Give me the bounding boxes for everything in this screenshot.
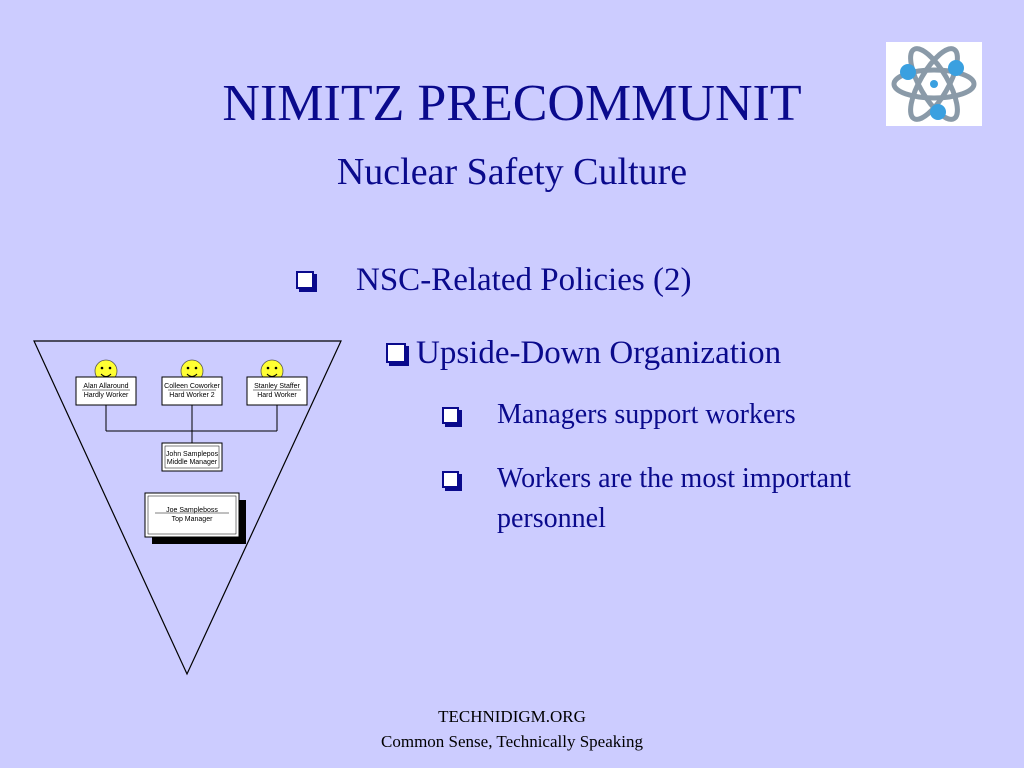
bullet-text: NSC-Related Policies (2) xyxy=(356,262,692,298)
worker-box xyxy=(76,377,136,405)
page-subtitle: Nuclear Safety Culture xyxy=(336,151,688,193)
footer-tagline: Common Sense, Technically Speaking xyxy=(381,732,643,751)
middle-manager-box xyxy=(162,443,222,471)
worker-name: Stanley Staffer xyxy=(254,383,300,390)
bullet-text: Upside-Down Organization xyxy=(416,335,782,371)
bullet-text: Managers support workers xyxy=(497,399,796,430)
worker-role: Hard Worker xyxy=(257,392,297,399)
worker-role: Hard Worker 2 xyxy=(169,392,215,399)
worker-role: Hardly Worker xyxy=(83,392,129,399)
footer-site: TECHNIDIGM.ORG xyxy=(438,707,586,726)
worker-box xyxy=(162,377,222,405)
worker-name: Colleen Coworker xyxy=(164,383,220,390)
manager-name: Joe Sampleboss xyxy=(166,507,218,514)
manager-role: Middle Manager xyxy=(166,459,218,466)
manager-role: Top Manager xyxy=(171,516,213,523)
worker-box xyxy=(247,377,307,405)
top-manager-box xyxy=(145,493,246,544)
bullet-text: Workers are the most important personnel xyxy=(497,463,851,534)
worker-name: Alan Allaround xyxy=(83,383,129,390)
page-title: NIMITZ PRECOMMUNIT xyxy=(222,75,802,132)
manager-name: John Samplepos xyxy=(165,451,219,458)
